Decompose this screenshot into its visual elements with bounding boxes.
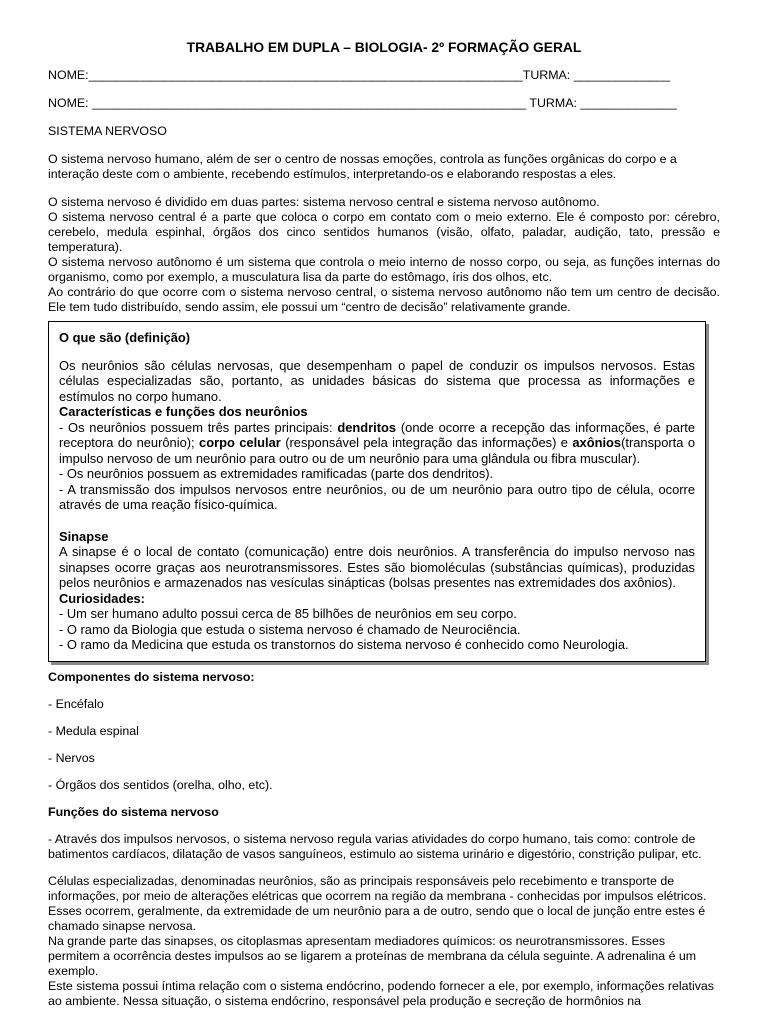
feature-1: - Os neurônios possuem três partes principais: dendritos (onde ocorre a recepção das informações, é parte receptora do neurônio); corpo celular (responsável pela integração das informações) e axônios(transporta o impulso nervoso de um neurônio para outro ou de um neurônio para uma glândula ou fibra muscular). [59, 419, 695, 466]
curiosities-title: Curiosidades: [59, 590, 145, 606]
components-section [48, 670, 720, 1009]
functions-title: Funções do sistema nervoso [48, 804, 219, 819]
component-item: - Nervos [48, 750, 95, 765]
box-title: O que são (definição) [59, 330, 191, 345]
feature-2: - Os neurônios possuem as extremidades ramificadas (parte dos dendritos). [59, 466, 494, 481]
functions-paragraph-4: Este sistema possui íntima relação com o sistema endócrino, podendo fornecer a ele, por exemplo, informações relativas ao ambiente. Nessa situação, o sistema endócrino, responsável pela produção e secreção de hormônios na [48, 978, 714, 1008]
components-title: Componentes do sistema nervoso: [48, 669, 255, 684]
intro-paragraph-4: O sistema nervoso autônomo é um sistema que controla o meio interno de nosso corpo, ou seja, as funções internas do organismo, como por exemplo, a musculatura lisa da parte do estômago, íris dos olhos, etc. [48, 255, 720, 284]
intro-paragraph-2: O sistema nervoso é dividido em duas partes: sistema nervoso central e sistema nervoso autônomo. [48, 195, 600, 209]
neuron-info-box [48, 321, 706, 662]
intro-paragraph-1: O sistema nervoso humano, além de ser o centro de nossas emoções, controla as funções orgânicas do corpo e a interação deste com o ambiente, recebendo estímulos, interpretando-os e elaborando respostas a eles. [48, 152, 677, 181]
box-definition: Os neurônios são células nervosas, que desempenham o papel de conduzir os impulsos nervosos. Estas células especializadas são, portanto, as unidades básicas do sistema que processa as informações e estímulos no corpo humano. [59, 357, 695, 404]
component-item: - Medula espinal [48, 723, 139, 738]
component-item: - Encéfalo [48, 696, 104, 711]
intro-paragraph-5: Ao contrário do que ocorre com o sistema nervoso central, o sistema nervoso autônomo não tem um centro de decisão. Ele tem tudo distribuído, sendo assim, ele possui um “centro de decisão” relativamente grande. [48, 285, 720, 314]
name-line-1: NOME:_______________________________________________________________TURMA: ______________ [48, 68, 671, 82]
functions-paragraph-3: Na grande parte das sinapses, os citoplasmas apresentam mediadores químicos: os neurotransmissores. Esses permitem a ocorrência destes impulsos ao se ligarem a proteínas de membrana da célula seguinte. A adrenalina é um exemplo. [48, 933, 697, 978]
section-title: SISTEMA NERVOSO [48, 124, 167, 138]
features-title: Características e funções dos neurônios [59, 404, 308, 419]
synapse-text: A sinapse é o local de contato (comunicação) entre dois neurônios. A transferência do impulso nervoso nas sinapses ocorre graças aos neurotransmissores. Estes são biomoléculas (substâncias químicas), produzidas pelos neurônios e armazenados nas vesículas sinápticas (bolsas presentes nas extremidades dos axônios). [59, 544, 695, 590]
intro-paragraph-3: O sistema nervoso central é a parte que coloca o corpo em contato com o meio externo. Ele é composto por: cérebro, cerebelo, medula espinhal, órgãos dos cinco sentidos humanos (visão, olfato, paladar, audição, tato, pressão e temperatura). [48, 210, 720, 254]
curiosity-2: - O ramo da Biologia que estuda o sistema nervoso é chamado de Neurociência. [59, 621, 521, 637]
curiosity-3: - O ramo da Medicina que estuda os transtornos do sistema nervoso é conhecido como Neurologia. [59, 637, 629, 652]
functions-paragraph-2: Células especializadas, denominadas neurônios, são as principais responsáveis pelo recebimento e transporte de informações, por meio de alterações elétricas que ocorrem na região da membrana - conhecidas por impulsos elétricos. Esses ocorrem, geralmente, da extremidade de um neurônio para a de outro, sendo que o local de junção entre estes é chamado sinapse nervosa. [48, 873, 707, 933]
functions-paragraph-1: - Através dos impulsos nervosos, o sistema nervoso regula varias atividades do corpo humano, tais como: controle de batimentos cardíacos, dilatação de vasos sanguíneos, estimulo ao sistema urinário e digestório, constrição pulipar, etc. [48, 831, 702, 861]
curiosity-1: - Um ser humano adulto possui cerca de 85 bilhões de neurônios em seu corpo. [59, 606, 517, 621]
name-line-2: NOME: _______________________________________________________________ TURMA: ______________ [48, 96, 677, 110]
synapse-title: Sinapse [59, 528, 109, 544]
document-title: TRABALHO EM DUPLA – BIOLOGIA- 2º FORMAÇÃO GERAL [186, 40, 582, 55]
intro-block [48, 195, 720, 315]
feature-3: - A transmissão dos impulsos nervosos entre neurônios, ou de um neurônio para outro tipo de célula, ocorre através de uma reação físico-química. [59, 481, 695, 512]
component-item: - Órgãos dos sentidos (orelha, olho, etc). [48, 777, 273, 792]
